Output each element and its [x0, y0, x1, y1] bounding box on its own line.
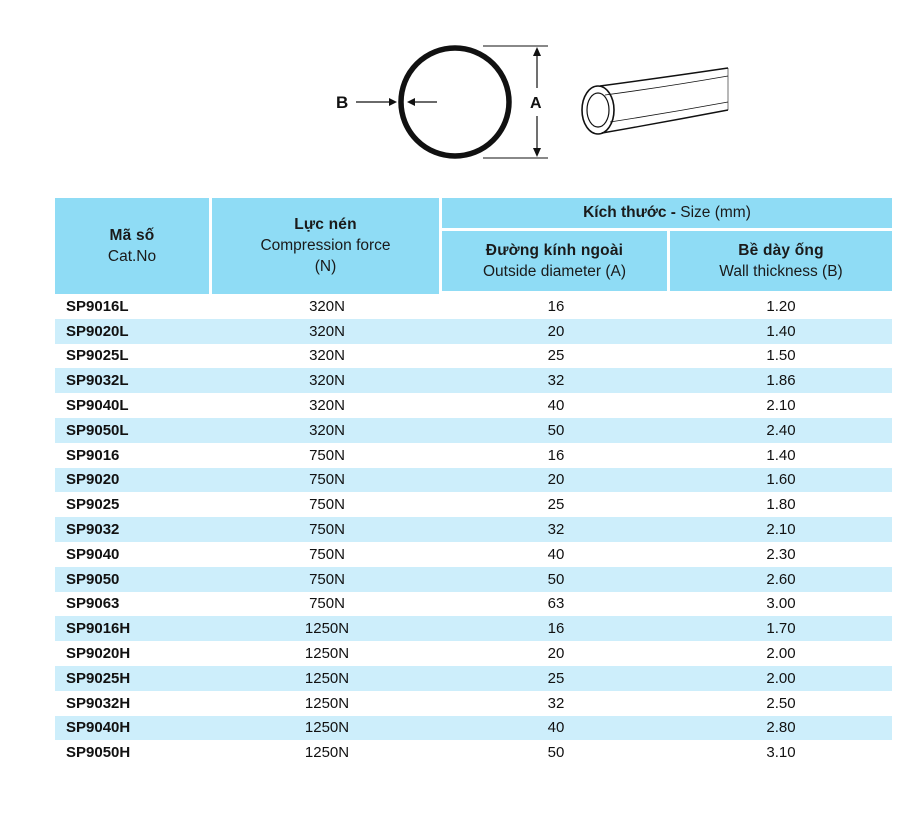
cell-force: 320N [309, 297, 345, 315]
cell-wall: 1.40 [670, 319, 892, 344]
cell-force: 320N [212, 319, 442, 344]
table-row [55, 542, 892, 567]
cell-outside: 16 [547, 297, 565, 315]
header-force [212, 198, 442, 294]
cell-catno: SP9025L [66, 347, 129, 365]
cell-outside: 25 [547, 496, 565, 514]
label-a: A [530, 95, 542, 112]
header-outside-diameter [442, 231, 670, 294]
cell-wall: 1.40 [766, 446, 796, 464]
cell-catno: SP9025H [55, 666, 212, 691]
cell-catno: SP9050H [66, 744, 131, 762]
cell-force: 750N [309, 446, 345, 464]
cell-catno: SP9016H [55, 616, 212, 641]
cell-wall: 2.30 [766, 545, 796, 563]
cell-outside: 32 [442, 368, 670, 393]
cell-wall: 2.00 [670, 666, 892, 691]
table-row [55, 691, 892, 716]
table-row [55, 468, 892, 493]
header-catno-vi: Mã số [109, 226, 155, 244]
cell-force: 1250N [304, 744, 350, 762]
arrow-b-outer [356, 98, 397, 106]
cell-force: 750N [309, 595, 345, 613]
cell-wall: 2.50 [766, 694, 796, 712]
cell-catno: SP9016L [66, 297, 129, 315]
cell-force: 1250N [212, 616, 442, 641]
cell-wall: 3.00 [766, 595, 796, 613]
cell-force: 1250N [212, 716, 442, 741]
pipe-perspective-icon [582, 68, 728, 134]
cell-wall: 1.80 [766, 496, 796, 514]
table-row [55, 418, 892, 443]
cell-wall: 2.10 [766, 397, 796, 415]
table-row [55, 517, 892, 542]
cell-wall: 2.80 [670, 716, 892, 741]
cell-catno: SP9020 [55, 468, 212, 493]
cell-force: 750N [309, 496, 345, 514]
table-row [55, 443, 892, 468]
header-outside-vi: Đường kính ngoài [485, 241, 624, 259]
cell-catno: SP9025 [66, 496, 120, 514]
cell-catno: SP9040 [66, 545, 120, 563]
table-row [55, 567, 892, 592]
header-catno [55, 198, 212, 294]
cell-wall: 2.10 [670, 517, 892, 542]
header-size-vi: Kích thước - [583, 204, 676, 221]
pipe-diagram [0, 0, 913, 190]
cell-outside: 50 [442, 567, 670, 592]
header-wall-en: Wall thickness (B) [719, 262, 843, 280]
cell-catno: SP9032L [55, 368, 212, 393]
cell-catno: SP9020H [66, 645, 131, 663]
cell-force: 320N [212, 368, 442, 393]
cell-outside: 40 [547, 397, 565, 415]
label-b: B [336, 93, 349, 112]
cell-outside: 25 [442, 666, 670, 691]
table-row [55, 393, 892, 418]
cell-force: 750N [212, 468, 442, 493]
cell-force: 320N [309, 347, 345, 365]
cell-catno: SP9032H [66, 694, 131, 712]
table-row [55, 592, 892, 617]
table-row [55, 716, 892, 741]
cell-outside: 40 [442, 716, 670, 741]
cell-catno: SP9032 [55, 517, 212, 542]
cell-outside: 32 [547, 694, 565, 712]
cell-force: 750N [212, 517, 442, 542]
cell-outside: 40 [547, 545, 565, 563]
header-catno-en: Cat.No [107, 247, 157, 265]
cell-catno: SP9040H [55, 716, 212, 741]
cell-wall: 1.60 [670, 468, 892, 493]
cell-force: 750N [309, 545, 345, 563]
cell-catno: SP9016 [66, 446, 120, 464]
cell-catno: SP9050L [55, 418, 212, 443]
cell-outside: 32 [442, 517, 670, 542]
cell-force: 1250N [304, 694, 350, 712]
table-row [55, 740, 892, 765]
cell-catno: SP9063 [66, 595, 120, 613]
cell-force: 1250N [212, 666, 442, 691]
cell-outside: 20 [547, 645, 565, 663]
cell-outside: 50 [547, 744, 565, 762]
cell-wall: 1.20 [766, 297, 796, 315]
header-wall-thickness [670, 231, 892, 294]
cell-catno: SP9050 [55, 567, 212, 592]
cell-outside: 20 [442, 468, 670, 493]
table-row [55, 641, 892, 666]
cell-wall: 3.10 [766, 744, 796, 762]
cell-force: 320N [212, 418, 442, 443]
cell-wall: 2.40 [670, 418, 892, 443]
table-row [55, 294, 892, 319]
cell-force: 320N [309, 397, 345, 415]
cell-force: 1250N [304, 645, 350, 663]
header-force-vi: Lực nén [294, 216, 357, 233]
cell-wall: 1.70 [670, 616, 892, 641]
cell-wall: 1.86 [670, 368, 892, 393]
cell-catno: SP9020L [55, 319, 212, 344]
cell-outside: 63 [547, 595, 565, 613]
table-row [55, 319, 892, 344]
header-wall-vi: Bề dày ống [738, 241, 824, 259]
cell-outside: 25 [547, 347, 565, 365]
table-row [55, 344, 892, 369]
cell-catno: SP9040L [66, 397, 129, 415]
cell-wall: 2.60 [670, 567, 892, 592]
cell-outside: 50 [442, 418, 670, 443]
table-row [55, 666, 892, 691]
cell-outside: 16 [547, 446, 565, 464]
table-row [55, 616, 892, 641]
table-row [55, 492, 892, 517]
header-size-en: Size (mm) [675, 204, 751, 221]
arrow-b-inner [407, 98, 437, 106]
table-row [55, 368, 892, 393]
header-force-unit: (N) [314, 258, 337, 275]
cell-wall: 2.00 [766, 645, 796, 663]
header-size [442, 198, 892, 231]
header-outside-en: Outside diameter (A) [483, 262, 626, 280]
cell-force: 750N [212, 567, 442, 592]
cell-outside: 20 [442, 319, 670, 344]
cell-outside: 16 [442, 616, 670, 641]
header-force-en: Compression force [260, 237, 391, 254]
spec-table [55, 198, 892, 765]
cell-wall: 1.50 [766, 347, 796, 365]
